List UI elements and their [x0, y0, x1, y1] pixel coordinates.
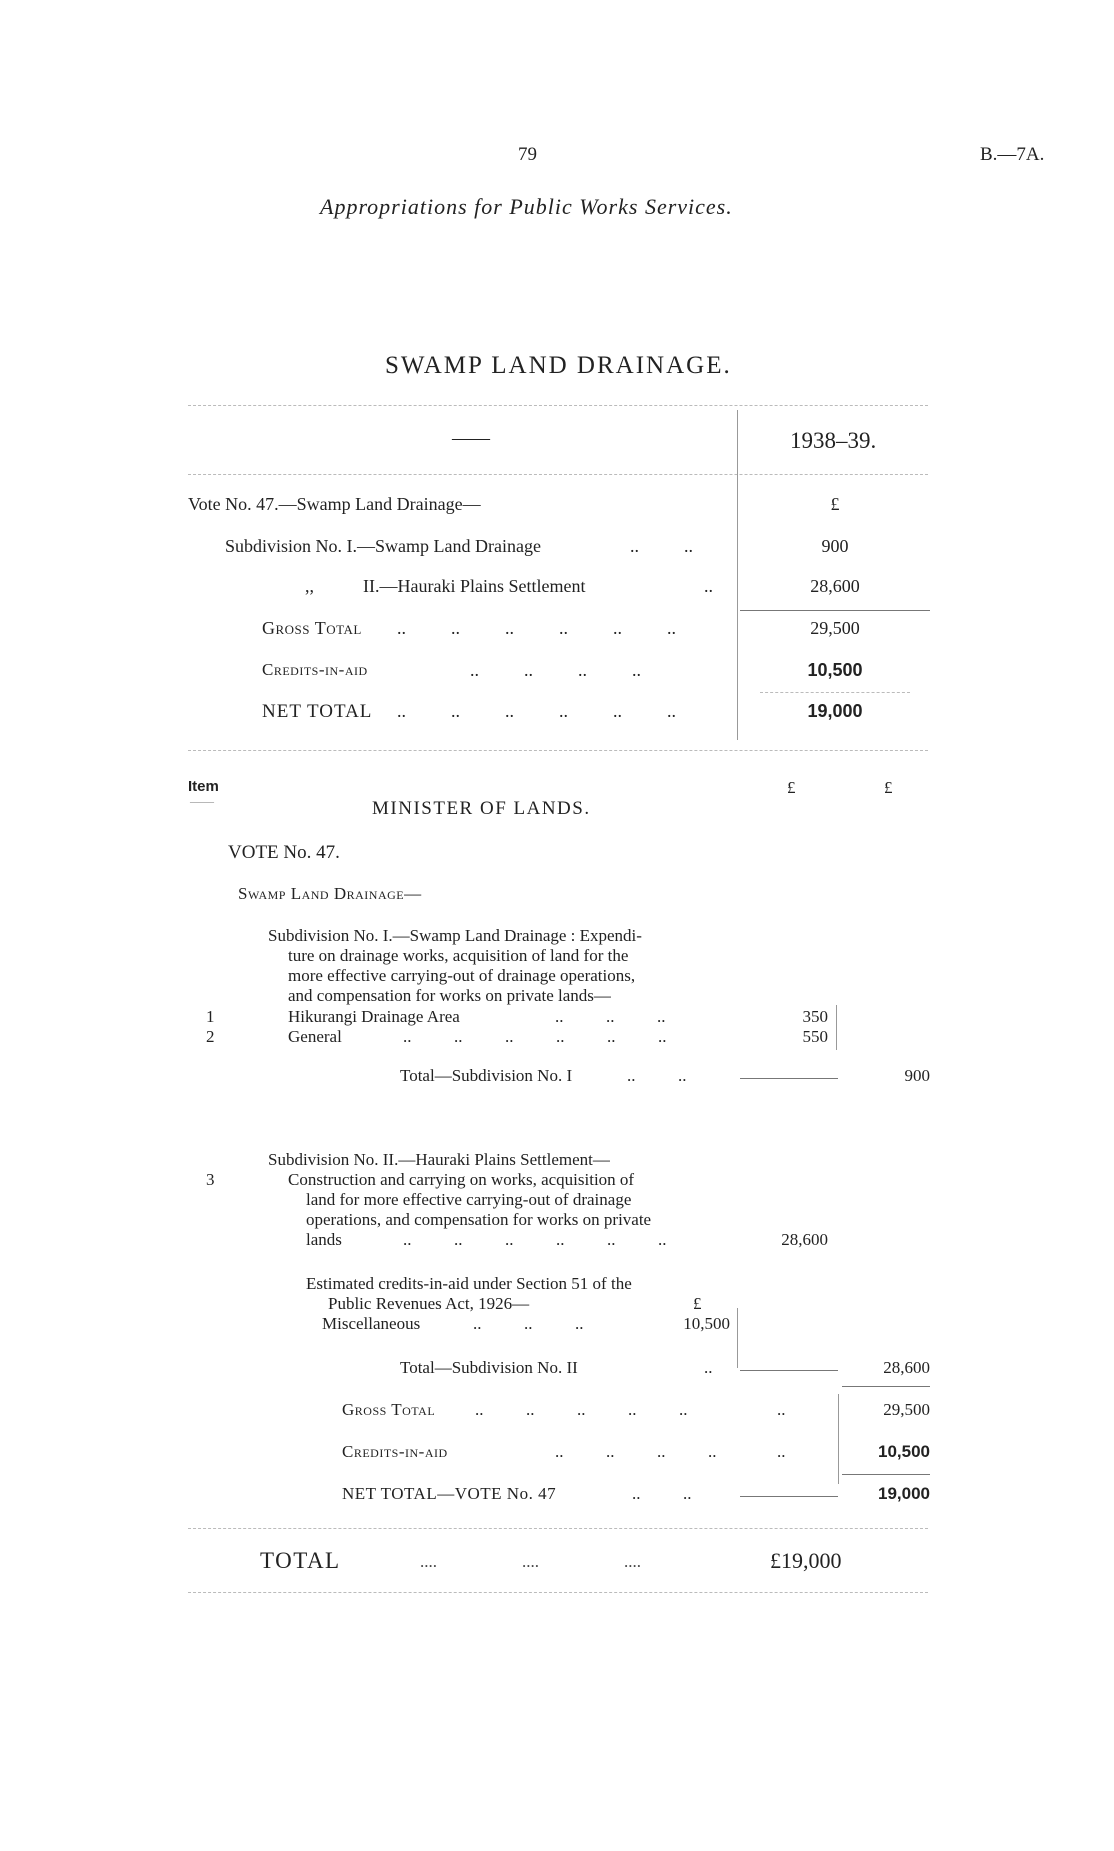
detail-col1-currency: £ — [787, 778, 796, 797]
summary-row-leaders: .. .. — [630, 536, 693, 556]
detail-gross-total-label: Gross Total — [342, 1400, 436, 1419]
detail-gross-total-value: 29,500 — [883, 1400, 930, 1419]
summary-header-year: 1938–39. — [790, 428, 877, 453]
detail-gross-total-col1: .. — [777, 1400, 786, 1419]
detail-gross-rule — [842, 1386, 930, 1387]
summary-header-dash: —— — [452, 428, 490, 449]
subdiv2-lands-leaders: .. .. .. .. .. .. — [403, 1230, 667, 1249]
item-number: 2 — [206, 1027, 215, 1046]
grand-total-value: £19,000 — [770, 1548, 842, 1573]
subdiv2-text-line: lands — [306, 1230, 342, 1249]
subdiv2-lands-value: 28,600 — [781, 1230, 828, 1249]
credits-column-rule — [737, 1308, 738, 1368]
subdiv1-text-line: and compensation for works on private lands— — [288, 986, 611, 1005]
subdiv2-text-line: land for more effective carrying-out of drainage — [306, 1190, 632, 1209]
subdiv2-total-leaders: .. — [704, 1358, 713, 1377]
detail-credits-leaders: .. .. .. .. — [555, 1442, 717, 1461]
summary-row-leaders: .. — [704, 576, 713, 596]
detail-credits-col1: .. — [777, 1442, 786, 1461]
subdiv2-text-line: operations, and compensation for works on private — [306, 1210, 652, 1229]
detail-col2-currency: £ — [884, 778, 893, 797]
item-label: General — [288, 1027, 342, 1046]
detail-credits-value: 10,500 — [878, 1442, 930, 1461]
grand-total-leaders: .... .... .... — [420, 1552, 641, 1571]
summary-net-rule — [760, 692, 910, 693]
grand-total-bottom-rule — [188, 1592, 928, 1593]
subdiv1-text-line: ture on drainage works, acquisition of land for the — [288, 946, 629, 965]
summary-net-total-value: 19,000 — [807, 701, 863, 721]
vote-heading: VOTE No. 47. — [228, 842, 340, 863]
miscellaneous-label: Miscellaneous — [322, 1314, 421, 1333]
detail-net-total-value: 19,000 — [878, 1484, 930, 1503]
subdiv1-total-label: Total—Subdivision No. I — [400, 1066, 573, 1085]
grand-total-top-rule — [188, 1528, 928, 1529]
item-label: Hikurangi Drainage Area — [288, 1007, 460, 1026]
subdiv2-total-rule — [740, 1370, 838, 1371]
section-title: SWAMP LAND DRAINAGE. — [385, 352, 732, 379]
summary-gross-total-label: Gross Total — [262, 618, 362, 638]
item-column-header: Item — [188, 778, 219, 795]
summary-net-total-label: NET TOTAL — [262, 701, 373, 722]
item-leaders: .. .. .. — [555, 1007, 666, 1026]
subdiv1-total-value: 900 — [904, 1066, 930, 1085]
detail-net-total-label: NET TOTAL—VOTE No. 47 — [342, 1484, 557, 1503]
detail-total-column-rule — [838, 1394, 839, 1484]
subdiv1-text-line: more effective carrying-out of drainage operations, — [288, 966, 636, 985]
subdiv1-text-line: Subdivision No. I.—Swamp Land Drainage : Expendi- — [268, 926, 642, 945]
document-reference: B.—7A. — [980, 144, 1045, 165]
summary-row-value: 900 — [821, 536, 849, 556]
summary-row-subdivision-1 — [225, 536, 541, 557]
summary-row-label: Subdivision No. I.—Swamp Land Drainage — [225, 536, 541, 556]
summary-vote-line: Vote No. 47.—Swamp Land Drainage— — [188, 494, 481, 514]
summary-header-rule — [188, 474, 928, 475]
item-column-dash: —— — [190, 794, 214, 808]
summary-gross-total-value: 29,500 — [810, 618, 860, 638]
summary-credits-value: 10,500 — [807, 660, 863, 680]
summary-subtotal-rule — [740, 610, 930, 611]
detail-net-rule — [842, 1474, 930, 1475]
item-leaders: .. .. .. .. .. .. — [403, 1027, 667, 1046]
summary-row-value: 28,600 — [810, 576, 860, 596]
summary-net-total-leaders: .. .. .. .. .. .. — [397, 701, 676, 721]
summary-row-ditto: ,, — [305, 576, 314, 596]
subdiv1-column-rule — [836, 1005, 837, 1050]
credits-currency: £ — [693, 1294, 702, 1313]
detail-net-dash-rule — [740, 1496, 838, 1497]
miscellaneous-leaders: .. .. .. — [473, 1314, 584, 1333]
detail-gross-total-leaders: .. .. .. .. .. — [475, 1400, 688, 1419]
detail-credits-label: Credits-in-aid — [342, 1442, 448, 1461]
minister-heading: MINISTER OF LANDS. — [372, 798, 591, 819]
running-title: Appropriations for Public Works Services. — [320, 194, 733, 219]
grand-total-label: TOTAL — [260, 1548, 341, 1573]
subdiv1-total-leaders: .. .. — [627, 1066, 687, 1085]
item-number: 3 — [206, 1170, 215, 1189]
miscellaneous-value: 10,500 — [683, 1314, 730, 1333]
item-value: 350 — [802, 1007, 828, 1026]
credits-text-line: Public Revenues Act, 1926— — [328, 1294, 530, 1313]
subdiv2-text-line: Subdivision No. II.—Hauraki Plains Settlement— — [268, 1150, 610, 1169]
summary-top-rule — [188, 405, 928, 406]
page-number: 79 — [518, 144, 537, 165]
subdiv2-text-line: Construction and carrying on works, acquisition of — [288, 1170, 635, 1189]
credits-text-line: Estimated credits-in-aid under Section 51 of the — [306, 1274, 632, 1293]
summary-currency: £ — [830, 494, 840, 514]
summary-column-rule — [737, 410, 738, 740]
subdiv2-total-label: Total—Subdivision No. II — [400, 1358, 578, 1377]
summary-row-label: II.—Hauraki Plains Settlement — [363, 576, 586, 596]
summary-credits-leaders: .. .. .. .. — [470, 660, 641, 680]
subdiv1-total-rule — [740, 1078, 838, 1079]
summary-bottom-rule — [188, 750, 928, 751]
subdiv2-total-value: 28,600 — [883, 1358, 930, 1377]
swamp-land-drainage-heading: Swamp Land Drainage— — [238, 884, 422, 903]
summary-gross-total-leaders: .. .. .. .. .. .. — [397, 618, 676, 638]
summary-credits-label: Credits-in-aid — [262, 660, 368, 679]
item-value: 550 — [802, 1027, 828, 1046]
detail-net-total-leaders: .. .. — [632, 1484, 692, 1503]
item-number: 1 — [206, 1007, 215, 1026]
